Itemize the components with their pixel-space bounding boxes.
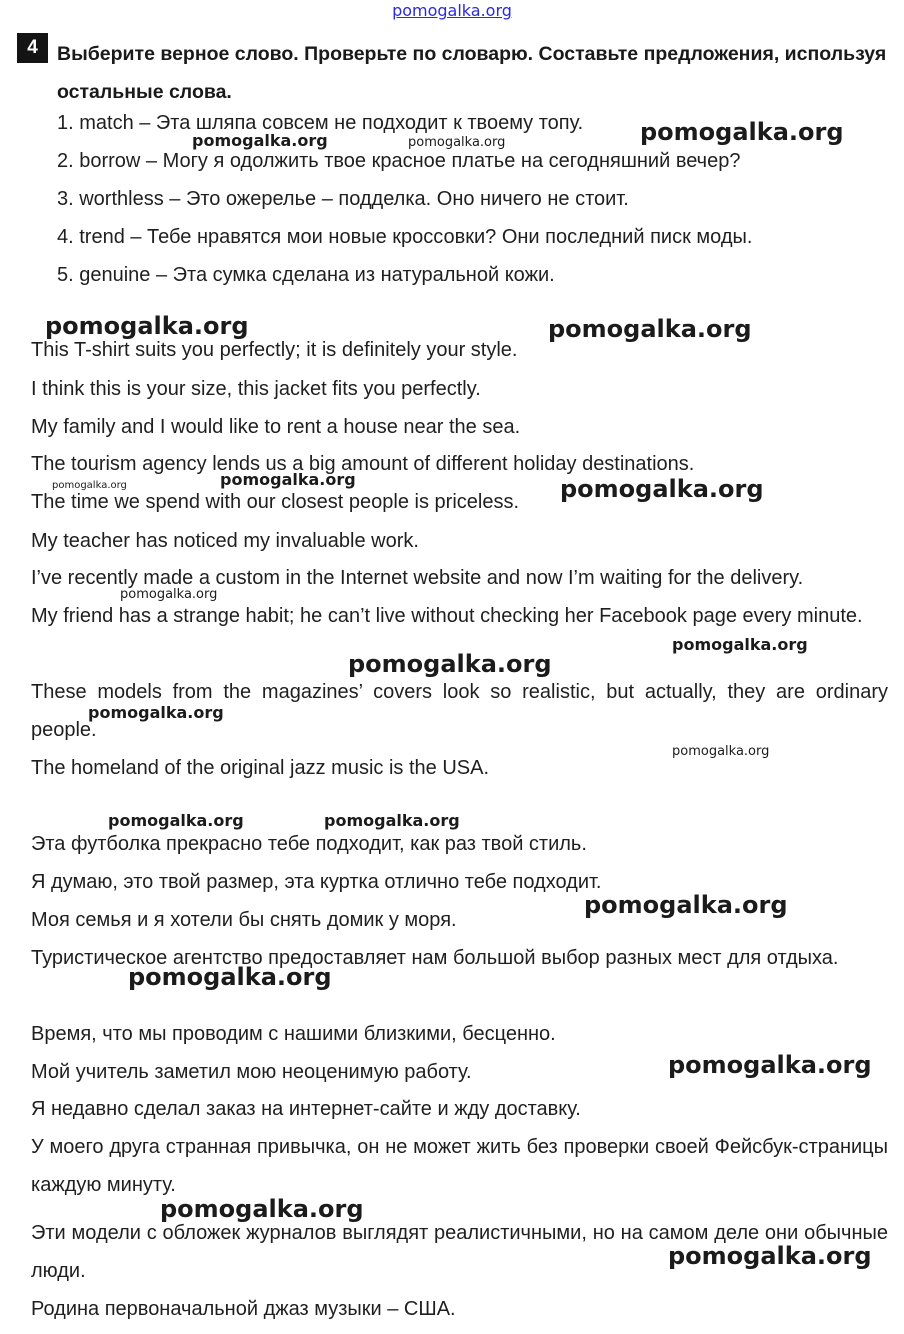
word-list-item: 5. genuine – Эта сумка сделана из натуральной кожи. (57, 264, 555, 286)
english-sentence: This T-shirt suits you perfectly; it is definitely your style. (31, 339, 518, 361)
english-sentence: The homeland of the original jazz music is the USA. (31, 757, 489, 779)
english-sentence: My friend has a strange habit; he can’t live without checking her Facebook page every minute. (31, 605, 863, 627)
watermark: pomogalka.org (548, 315, 752, 343)
word-list-item: 3. worthless – Это ожерелье – подделка. Оно ничего не стоит. (57, 188, 629, 210)
watermark: pomogalka.org (160, 1195, 364, 1223)
russian-sentence: Эти модели с обложек журналов выглядят реалистичными, но на самом деле они обычные люди. (31, 1222, 888, 1282)
watermark: pomogalka.org (560, 475, 764, 503)
watermark: pomogalka.org (120, 587, 218, 602)
english-sentence: These models from the magazines’ covers look so realistic, but actually, they are ordinary people. (31, 681, 888, 741)
task-title: Выберите верное слово. Проверьте по словарю. Составьте предложения, используя остальные слова. (57, 43, 887, 103)
watermark: pomogalka.org (128, 963, 332, 991)
watermark: pomogalka.org (668, 1242, 872, 1270)
watermark: pomogalka.org (584, 891, 788, 919)
russian-sentence: Я недавно сделал заказ на интернет-сайте и жду доставку. (31, 1098, 581, 1120)
watermark: pomogalka.org (672, 744, 770, 759)
english-sentence: The tourism agency lends us a big amount of different holiday destinations. (31, 453, 695, 475)
watermark: pomogalka.org (640, 118, 844, 146)
watermark: pomogalka.org (672, 635, 808, 654)
russian-sentence: Мой учитель заметил мою неоценимую работу. (31, 1061, 472, 1083)
english-sentence: My teacher has noticed my invaluable work. (31, 530, 419, 552)
russian-sentence: Я думаю, это твой размер, эта куртка отлично тебе подходит. (31, 871, 602, 893)
word-list-item: 2. borrow – Могу я одолжить твое красное платье на сегодняшний вечер? (57, 150, 741, 172)
watermark: pomogalka.org (220, 470, 356, 489)
watermark: pomogalka.org (88, 703, 224, 722)
watermark: pomogalka.org (348, 650, 552, 678)
watermark: pomogalka.org (408, 135, 506, 150)
word-list-item: 1. match – Эта шляпа совсем не подходит к твоему топу. (57, 112, 584, 134)
word-list-item: 4. trend – Тебе нравятся мои новые кроссовки? Они последний писк моды. (57, 226, 753, 248)
watermark: pomogalka.org (108, 811, 244, 830)
english-sentence: I’ve recently made a custom in the Internet website and now I’m waiting for the delivery. (31, 567, 804, 589)
watermark: pomogalka.org (45, 312, 249, 340)
task-number-badge: 4 (17, 33, 48, 63)
top-watermark-link[interactable]: pomogalka.org (392, 1, 512, 20)
russian-sentence: Эта футболка прекрасно тебе подходит, как раз твой стиль. (31, 833, 587, 855)
watermark: pomogalka.org (192, 131, 328, 150)
english-sentence: I think this is your size, this jacket fits you perfectly. (31, 378, 481, 400)
watermark: pomogalka.org (668, 1051, 872, 1079)
english-sentence: My family and I would like to rent a house near the sea. (31, 416, 521, 438)
russian-sentence: У моего друга странная привычка, он не может жить без проверки своей Фейсбук-страницы каждую минуту. (31, 1136, 888, 1196)
english-sentence: The time we spend with our closest people is priceless. (31, 491, 520, 513)
watermark: pomogalka.org (324, 811, 460, 830)
russian-sentence: Родина первоначальной джаз музыки – США. (31, 1298, 456, 1320)
russian-sentence: Время, что мы проводим с нашими близкими, бесценно. (31, 1023, 556, 1045)
russian-sentence: Моя семья и я хотели бы снять домик у моря. (31, 909, 457, 931)
watermark: pomogalka.org (52, 480, 127, 491)
russian-sentence: Туристическое агентство предоставляет нам большой выбор разных мест для отдыха. (31, 947, 839, 969)
